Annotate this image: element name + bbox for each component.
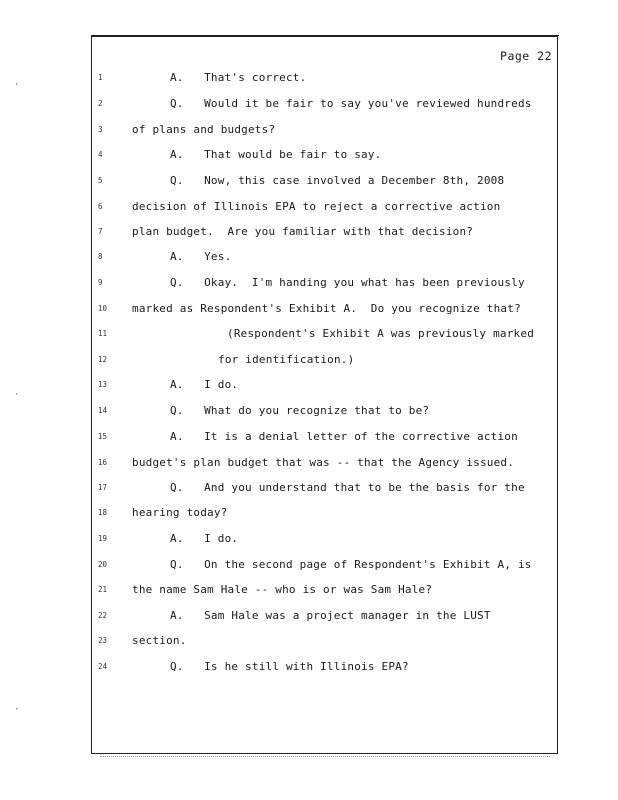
transcript-line (0, 506, 618, 526)
transcript-line (0, 302, 618, 322)
line-text: hearing today? (132, 506, 228, 519)
transcript-line (0, 430, 618, 450)
line-number: 10 (98, 304, 108, 313)
line-number: 15 (98, 432, 108, 441)
line-text: A. It is a denial letter of the corrective action (170, 430, 518, 443)
transcript-line (0, 174, 618, 194)
line-text: A. Yes. (170, 250, 232, 263)
transcript-line (0, 660, 618, 680)
line-number: 4 (98, 150, 103, 159)
transcript-line (0, 327, 618, 347)
transcript-line (0, 404, 618, 424)
transcript-line (0, 481, 618, 501)
line-number: 18 (98, 508, 108, 517)
transcript-line (0, 123, 618, 143)
line-text: of plans and budgets? (132, 123, 276, 136)
line-number: 19 (98, 534, 108, 543)
transcript-line (0, 609, 618, 629)
line-number: 24 (98, 662, 108, 671)
line-number: 8 (98, 252, 103, 261)
transcript-line (0, 200, 618, 220)
line-text: budget's plan budget that was -- that the Agency issued. (132, 456, 515, 469)
transcript-line (0, 225, 618, 245)
transcript-line (0, 634, 618, 654)
margin-mark: · (14, 390, 20, 400)
line-text: A. Sam Hale was a project manager in the LUST (170, 609, 491, 622)
line-text: the name Sam Hale -- who is or was Sam Hale? (132, 583, 433, 596)
transcript-line (0, 148, 618, 168)
line-text: Q. Now, this case involved a December 8th, 2008 (170, 174, 505, 187)
margin-mark: · (14, 705, 20, 715)
line-text: A. I do. (170, 378, 239, 391)
line-text: marked as Respondent's Exhibit A. Do you recognize that? (132, 302, 521, 315)
line-number: 12 (98, 355, 108, 364)
line-text: for identification.) (218, 353, 355, 366)
transcript-line (0, 276, 618, 296)
line-number: 21 (98, 585, 108, 594)
transcript-line (0, 378, 618, 398)
line-text: section. (132, 634, 187, 647)
line-text: Q. On the second page of Respondent's Exhibit A, is (170, 558, 532, 571)
transcript-line (0, 532, 618, 552)
transcript-line (0, 97, 618, 117)
line-text: A. I do. (170, 532, 239, 545)
line-number: 6 (98, 202, 103, 211)
margin-mark: · (14, 80, 20, 90)
transcript-line (0, 456, 618, 476)
line-text: Q. What do you recognize that to be? (170, 404, 430, 417)
line-number: 9 (98, 278, 103, 287)
line-number: 16 (98, 458, 108, 467)
line-number: 23 (98, 636, 108, 645)
transcript-line (0, 250, 618, 270)
line-text: (Respondent's Exhibit A was previously marked (227, 327, 535, 340)
line-number: 1 (98, 73, 103, 82)
line-number: 7 (98, 227, 103, 236)
line-text: Q. And you understand that to be the basis for the (170, 481, 525, 494)
transcript-line (0, 558, 618, 578)
line-text: Q. Would it be fair to say you've reviewed hundreds (170, 97, 532, 110)
line-number: 22 (98, 611, 108, 620)
line-number: 20 (98, 560, 108, 569)
line-number: 2 (98, 99, 103, 108)
line-text: A. That would be fair to say. (170, 148, 382, 161)
line-number: 11 (98, 329, 108, 338)
line-text: Q. Okay. I'm handing you what has been previously (170, 276, 525, 289)
line-number: 3 (98, 125, 103, 134)
transcript-line (0, 583, 618, 603)
line-number: 5 (98, 176, 103, 185)
scan-artifact-line (100, 756, 550, 757)
line-text: Q. Is he still with Illinois EPA? (170, 660, 409, 673)
line-number: 14 (98, 406, 108, 415)
line-text: plan budget. Are you familiar with that decision? (132, 225, 474, 238)
line-number: 17 (98, 483, 108, 492)
transcript-line (0, 353, 618, 373)
line-number: 13 (98, 380, 108, 389)
line-text: A. That's correct. (170, 71, 307, 84)
page-number: Page 22 (500, 49, 552, 63)
transcript-line (0, 71, 618, 91)
line-text: decision of Illinois EPA to reject a corrective action (132, 200, 501, 213)
